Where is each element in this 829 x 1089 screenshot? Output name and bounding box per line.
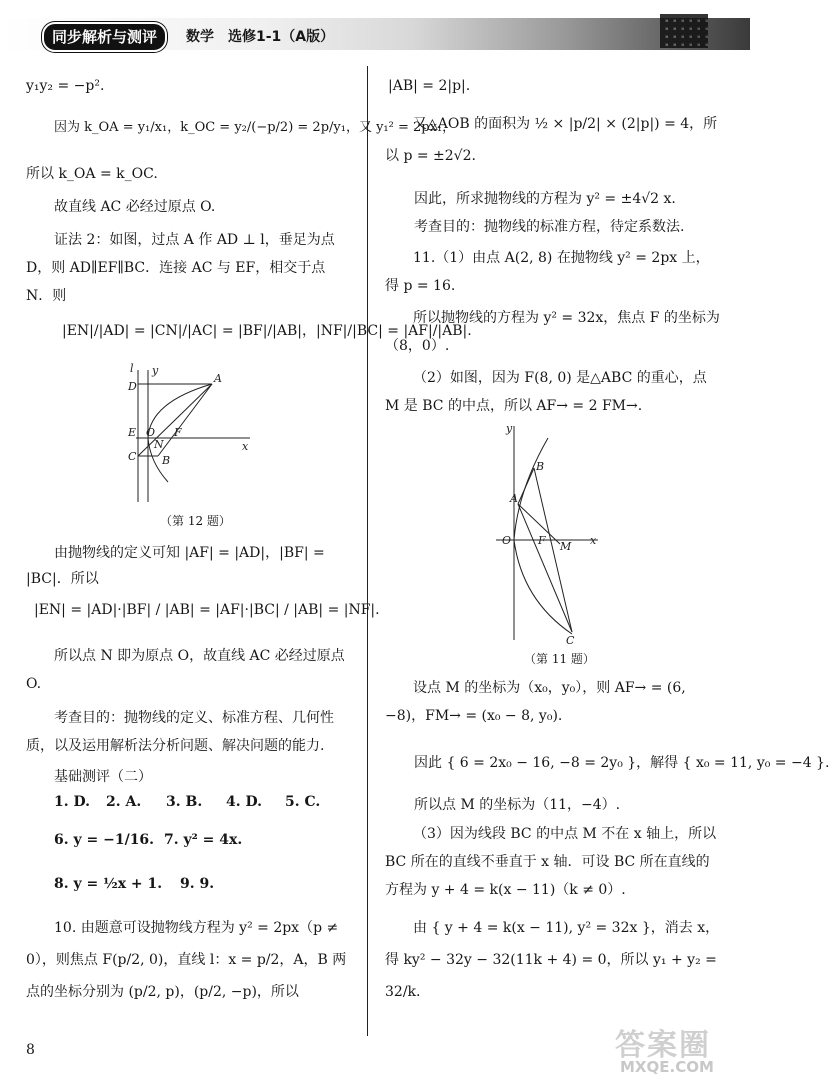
- answer-4: 4. D.: [226, 794, 263, 810]
- answer-2: 2. A.: [106, 794, 142, 810]
- problem-11-part2: （2）如图，因为 F(8, 0) 是△ABC 的重心，点 M 是 BC 的中点，所以 AF→ = 2 FM→.: [385, 370, 707, 414]
- segment-AB-11: [518, 468, 534, 504]
- label-l: l: [130, 362, 134, 375]
- problem-11-part1: 11.（1）由点 A(2, 8) 在抛物线 y² = 2px 上，得 p = 16.: [385, 250, 710, 294]
- left-proof-2: [26, 226, 354, 310]
- parabola-11-lower: [514, 540, 572, 634]
- column-divider: [367, 66, 368, 1036]
- area-text: 又△AOB 的面积为 ½ × |p/2| × (2|p|) = 4，所以 p = ±2√2.: [385, 116, 718, 164]
- left-EN-equation: |EN| = |AD|·|BF| / |AB| = |AF|·|BC| / |AB| = |NF|.: [34, 602, 380, 618]
- figure-11-caption: （第 11 题）: [524, 652, 595, 666]
- label-x: x: [242, 440, 249, 453]
- problem-11-part3: （3）因为线段 BC 的中点 M 不在 x 轴上，所以 BC 所在的直线不垂直于 x 轴．可设 BC 所在直线的方程为 y + 4 = k(x − 11)（k ≠ 0）.: [385, 826, 717, 898]
- parabola-equation-text: 所以抛物线的方程为 y² = 32x，焦点 F 的坐标为（8，0）.: [385, 310, 720, 354]
- label-M: M: [560, 540, 572, 553]
- segment-AC-11: [518, 504, 572, 632]
- right-problem-11-2: [385, 364, 721, 420]
- set-M-text: 设点 M 的坐标为（x₀，y₀），则 AF→ = (6, −8)，FM→ = (x₀ − 8, y₀).: [385, 680, 686, 724]
- right-M-coordinate: 所以点 M 的坐标为（11，−4）.: [414, 797, 621, 813]
- left-line-4: 故直线 AC 必经过原点 O.: [54, 199, 216, 215]
- left-conclusion: [26, 642, 354, 698]
- figure-12-caption: （第 12 题）: [160, 514, 231, 528]
- label-F: F: [174, 426, 182, 439]
- label-y: y: [152, 364, 159, 377]
- section-title: 基础测评（二）: [54, 769, 152, 785]
- label-C-11: C: [566, 634, 575, 647]
- book-title: 同步解析与测评: [42, 22, 167, 52]
- watermark-logo: 答案圈: [615, 1028, 711, 1063]
- watermark-url: MXQE.COM: [620, 1058, 714, 1076]
- course-label: 选修1-1（A版）: [228, 29, 335, 45]
- right-problem-11-1: [385, 244, 721, 300]
- left-line-2: 因为 k_OA = y₁/x₁，k_OC = y₂/(−p/2) = 2p/y₁，又 y₁² = 2px₁，: [54, 120, 456, 135]
- elimination-text: 由 { y + 4 = k(x − 11), y² = 32x }，消去 x，得 ky² − 32y − 32(11k + 4) = 0，所以 y₁ + y₂ = 32/k.: [385, 920, 720, 1000]
- answer-9: 9. 9.: [180, 876, 215, 892]
- answer-6: 6. y = −1/16.: [54, 832, 155, 848]
- problem-10-text: 10. 由题意可设抛物线方程为 y² = 2px（p ≠ 0），则焦点 F(p/2, 0)，直线 l：x = p/2，A，B 两点的坐标分别为 (p/2, p)，(p/2, −p)，所以: [26, 920, 347, 1000]
- subject-label: 数学: [186, 29, 214, 45]
- answer-8: 8. y = ½x + 1.: [54, 876, 163, 892]
- right-result: 因此，所求抛物线的方程为 y² = ±4√2 x.: [414, 191, 676, 207]
- left-purpose: [26, 704, 354, 760]
- answer-3: 3. B.: [166, 794, 203, 810]
- left-line-1: y₁y₂ = −p².: [26, 78, 105, 94]
- right-elimination: [385, 912, 721, 1008]
- answer-1: 1. D.: [54, 794, 91, 810]
- left-line-3: 所以 k_OA = k_OC.: [26, 166, 158, 182]
- label-O: O: [146, 426, 156, 439]
- right-purpose: 考查目的：抛物线的标准方程，待定系数法.: [414, 219, 685, 235]
- page-header: [0, 0, 750, 58]
- label-E: E: [128, 426, 137, 439]
- answer-7: 7. y² = 4x.: [164, 832, 243, 848]
- label-D: D: [128, 380, 137, 393]
- label-B-11: B: [536, 460, 545, 473]
- label-A-11: A: [510, 492, 518, 505]
- label-F-11: F: [538, 534, 546, 547]
- label-x-11: x: [590, 534, 597, 547]
- label-O-11: O: [502, 534, 512, 547]
- right-system-1: 因此 { 6 = 2x₀ − 16, −8 = 2y₀ }，解得 { x₀ = 11, y₀ = −4 }.: [414, 755, 829, 771]
- right-problem-11-3: [385, 820, 721, 904]
- left-definition: [26, 540, 354, 592]
- answer-5: 5. C.: [285, 794, 321, 810]
- conclusion-text: 所以点 N 即为原点 O，故直线 AC 必经过原点 O.: [26, 648, 345, 692]
- left-problem-10: [26, 912, 354, 1008]
- segment-AB: [158, 384, 212, 456]
- right-area: [385, 108, 721, 172]
- page-number: 8: [26, 1042, 35, 1058]
- header-pattern: [660, 14, 708, 48]
- label-C: C: [128, 450, 137, 463]
- segment-AC: [138, 384, 212, 456]
- right-parabola: [385, 304, 721, 360]
- parabola-11-upper: [514, 438, 548, 540]
- right-line-1: |AB| = 2|p|.: [388, 78, 471, 94]
- label-A: A: [214, 372, 222, 385]
- label-N: N: [154, 438, 164, 451]
- right-set-M: [385, 674, 721, 730]
- figure-11: [486, 420, 606, 650]
- label-y-11: y: [506, 422, 513, 435]
- proof-2-text: 证法 2：如图，过点 A 作 AD ⊥ l，垂足为点 D，则 AD∥EF∥BC．连接 AC 与 EF，相交于点 N．则: [26, 232, 335, 304]
- definition-text: 由抛物线的定义可知 |AF| = |AD|，|BF| = |BC|．所以: [26, 545, 325, 587]
- label-B: B: [162, 454, 171, 467]
- figure-12: [110, 362, 260, 522]
- purpose-text: 考查目的：抛物线的定义、标准方程、几何性质，以及运用解析法分析问题、解决问题的能力.: [26, 710, 334, 754]
- left-ratio-equation: |EN|/|AD| = |CN|/|AC| = |BF|/|AB|，|NF|/|BC| = |AF|/|AB|.: [62, 323, 472, 339]
